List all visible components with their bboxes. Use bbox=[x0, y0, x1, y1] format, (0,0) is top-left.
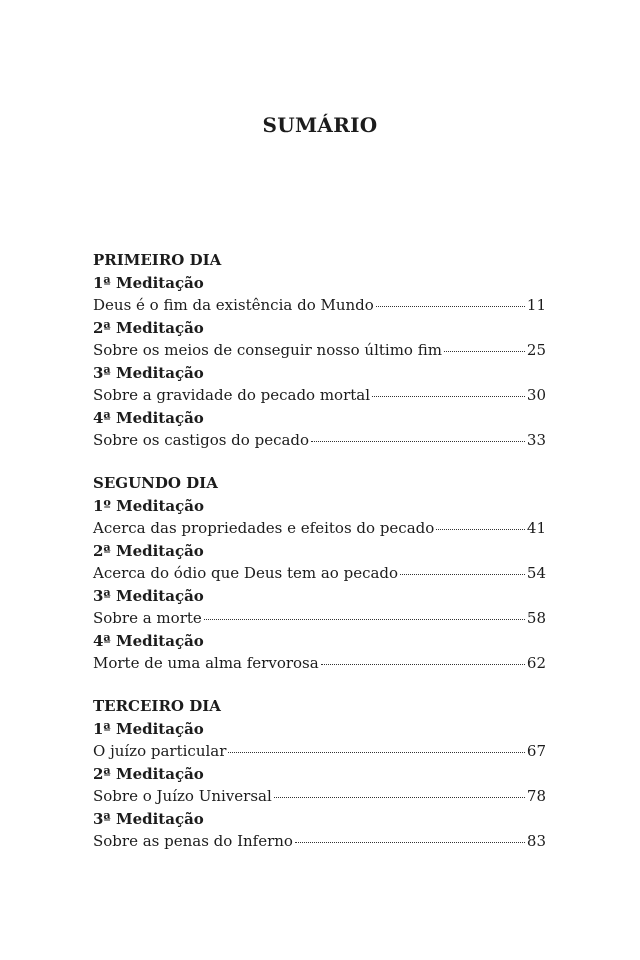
toc-entry bbox=[93, 785, 546, 808]
dot-leader bbox=[311, 441, 525, 442]
toc-entry bbox=[93, 339, 546, 362]
page-number: 25 bbox=[526, 341, 546, 359]
entry-text: Acerca das propriedades e efeitos do pecado bbox=[93, 519, 435, 537]
meditation-title: 4ª Meditação bbox=[93, 632, 204, 650]
page-number: 78 bbox=[526, 787, 546, 805]
meditation-title: 4ª Meditação bbox=[93, 409, 204, 427]
toc-entry bbox=[93, 740, 546, 763]
dot-leader bbox=[274, 797, 525, 798]
meditation-title: 2ª Meditação bbox=[93, 542, 204, 560]
page-number: 11 bbox=[526, 296, 546, 314]
toc-entry bbox=[93, 294, 546, 317]
dot-leader bbox=[376, 306, 525, 307]
toc-entry bbox=[93, 607, 546, 630]
entry-text: Sobre as penas do Inferno bbox=[93, 832, 293, 850]
meditation-title: 1ª Meditação bbox=[93, 720, 204, 738]
dot-leader bbox=[400, 574, 525, 575]
entry-text: Sobre a gravidade do pecado mortal bbox=[93, 386, 371, 404]
page-number: 54 bbox=[526, 564, 546, 582]
meditation-title: 1º Meditação bbox=[93, 497, 204, 515]
meditation-title: 3ª Meditação bbox=[93, 364, 204, 382]
meditation-title: 3ª Meditação bbox=[93, 810, 204, 828]
page-number: 58 bbox=[526, 609, 546, 627]
entry-text: Sobre os meios de conseguir nosso último fim bbox=[93, 341, 442, 359]
entry-text: O juízo particular bbox=[93, 742, 227, 760]
dot-leader bbox=[372, 396, 525, 397]
page-title: SUMÁRIO bbox=[262, 113, 378, 137]
page-number: 67 bbox=[526, 742, 546, 760]
day-title: SEGUNDO DIA bbox=[93, 474, 218, 492]
dot-leader bbox=[444, 351, 525, 352]
entry-text: Morte de uma alma fervorosa bbox=[93, 654, 319, 672]
entry-text: Sobre o Juízo Universal bbox=[93, 787, 272, 805]
dot-leader bbox=[321, 664, 525, 665]
entry-text: Sobre a morte bbox=[93, 609, 202, 627]
meditation-title: 3ª Meditação bbox=[93, 587, 204, 605]
toc-entry bbox=[93, 429, 546, 452]
dot-leader bbox=[295, 842, 525, 843]
dot-leader bbox=[436, 529, 525, 530]
dot-leader bbox=[204, 619, 525, 620]
toc-entry bbox=[93, 652, 546, 675]
page-number: 33 bbox=[526, 431, 546, 449]
table-of-contents bbox=[93, 248, 546, 872]
page-number: 83 bbox=[526, 832, 546, 850]
page-number: 41 bbox=[526, 519, 546, 537]
day-title: PRIMEIRO DIA bbox=[93, 251, 222, 269]
day-section-2 bbox=[93, 471, 546, 675]
toc-entry bbox=[93, 384, 546, 407]
meditation-title: 2ª Meditação bbox=[93, 765, 204, 783]
entry-text: Deus é o fim da existência do Mundo bbox=[93, 296, 374, 314]
toc-entry bbox=[93, 517, 546, 540]
toc-entry bbox=[93, 830, 546, 853]
meditation-title: 2ª Meditação bbox=[93, 319, 204, 337]
entry-text: Acerca do ódio que Deus tem ao pecado bbox=[93, 564, 399, 582]
day-section-1 bbox=[93, 248, 546, 452]
page-number: 62 bbox=[526, 654, 546, 672]
day-section-3 bbox=[93, 694, 546, 853]
dot-leader bbox=[228, 752, 525, 753]
entry-text: Sobre os castigos do pecado bbox=[93, 431, 310, 449]
day-title: TERCEIRO DIA bbox=[93, 697, 221, 715]
meditation-title: 1ª Meditação bbox=[93, 274, 204, 292]
page-number: 30 bbox=[526, 386, 546, 404]
toc-entry bbox=[93, 562, 546, 585]
